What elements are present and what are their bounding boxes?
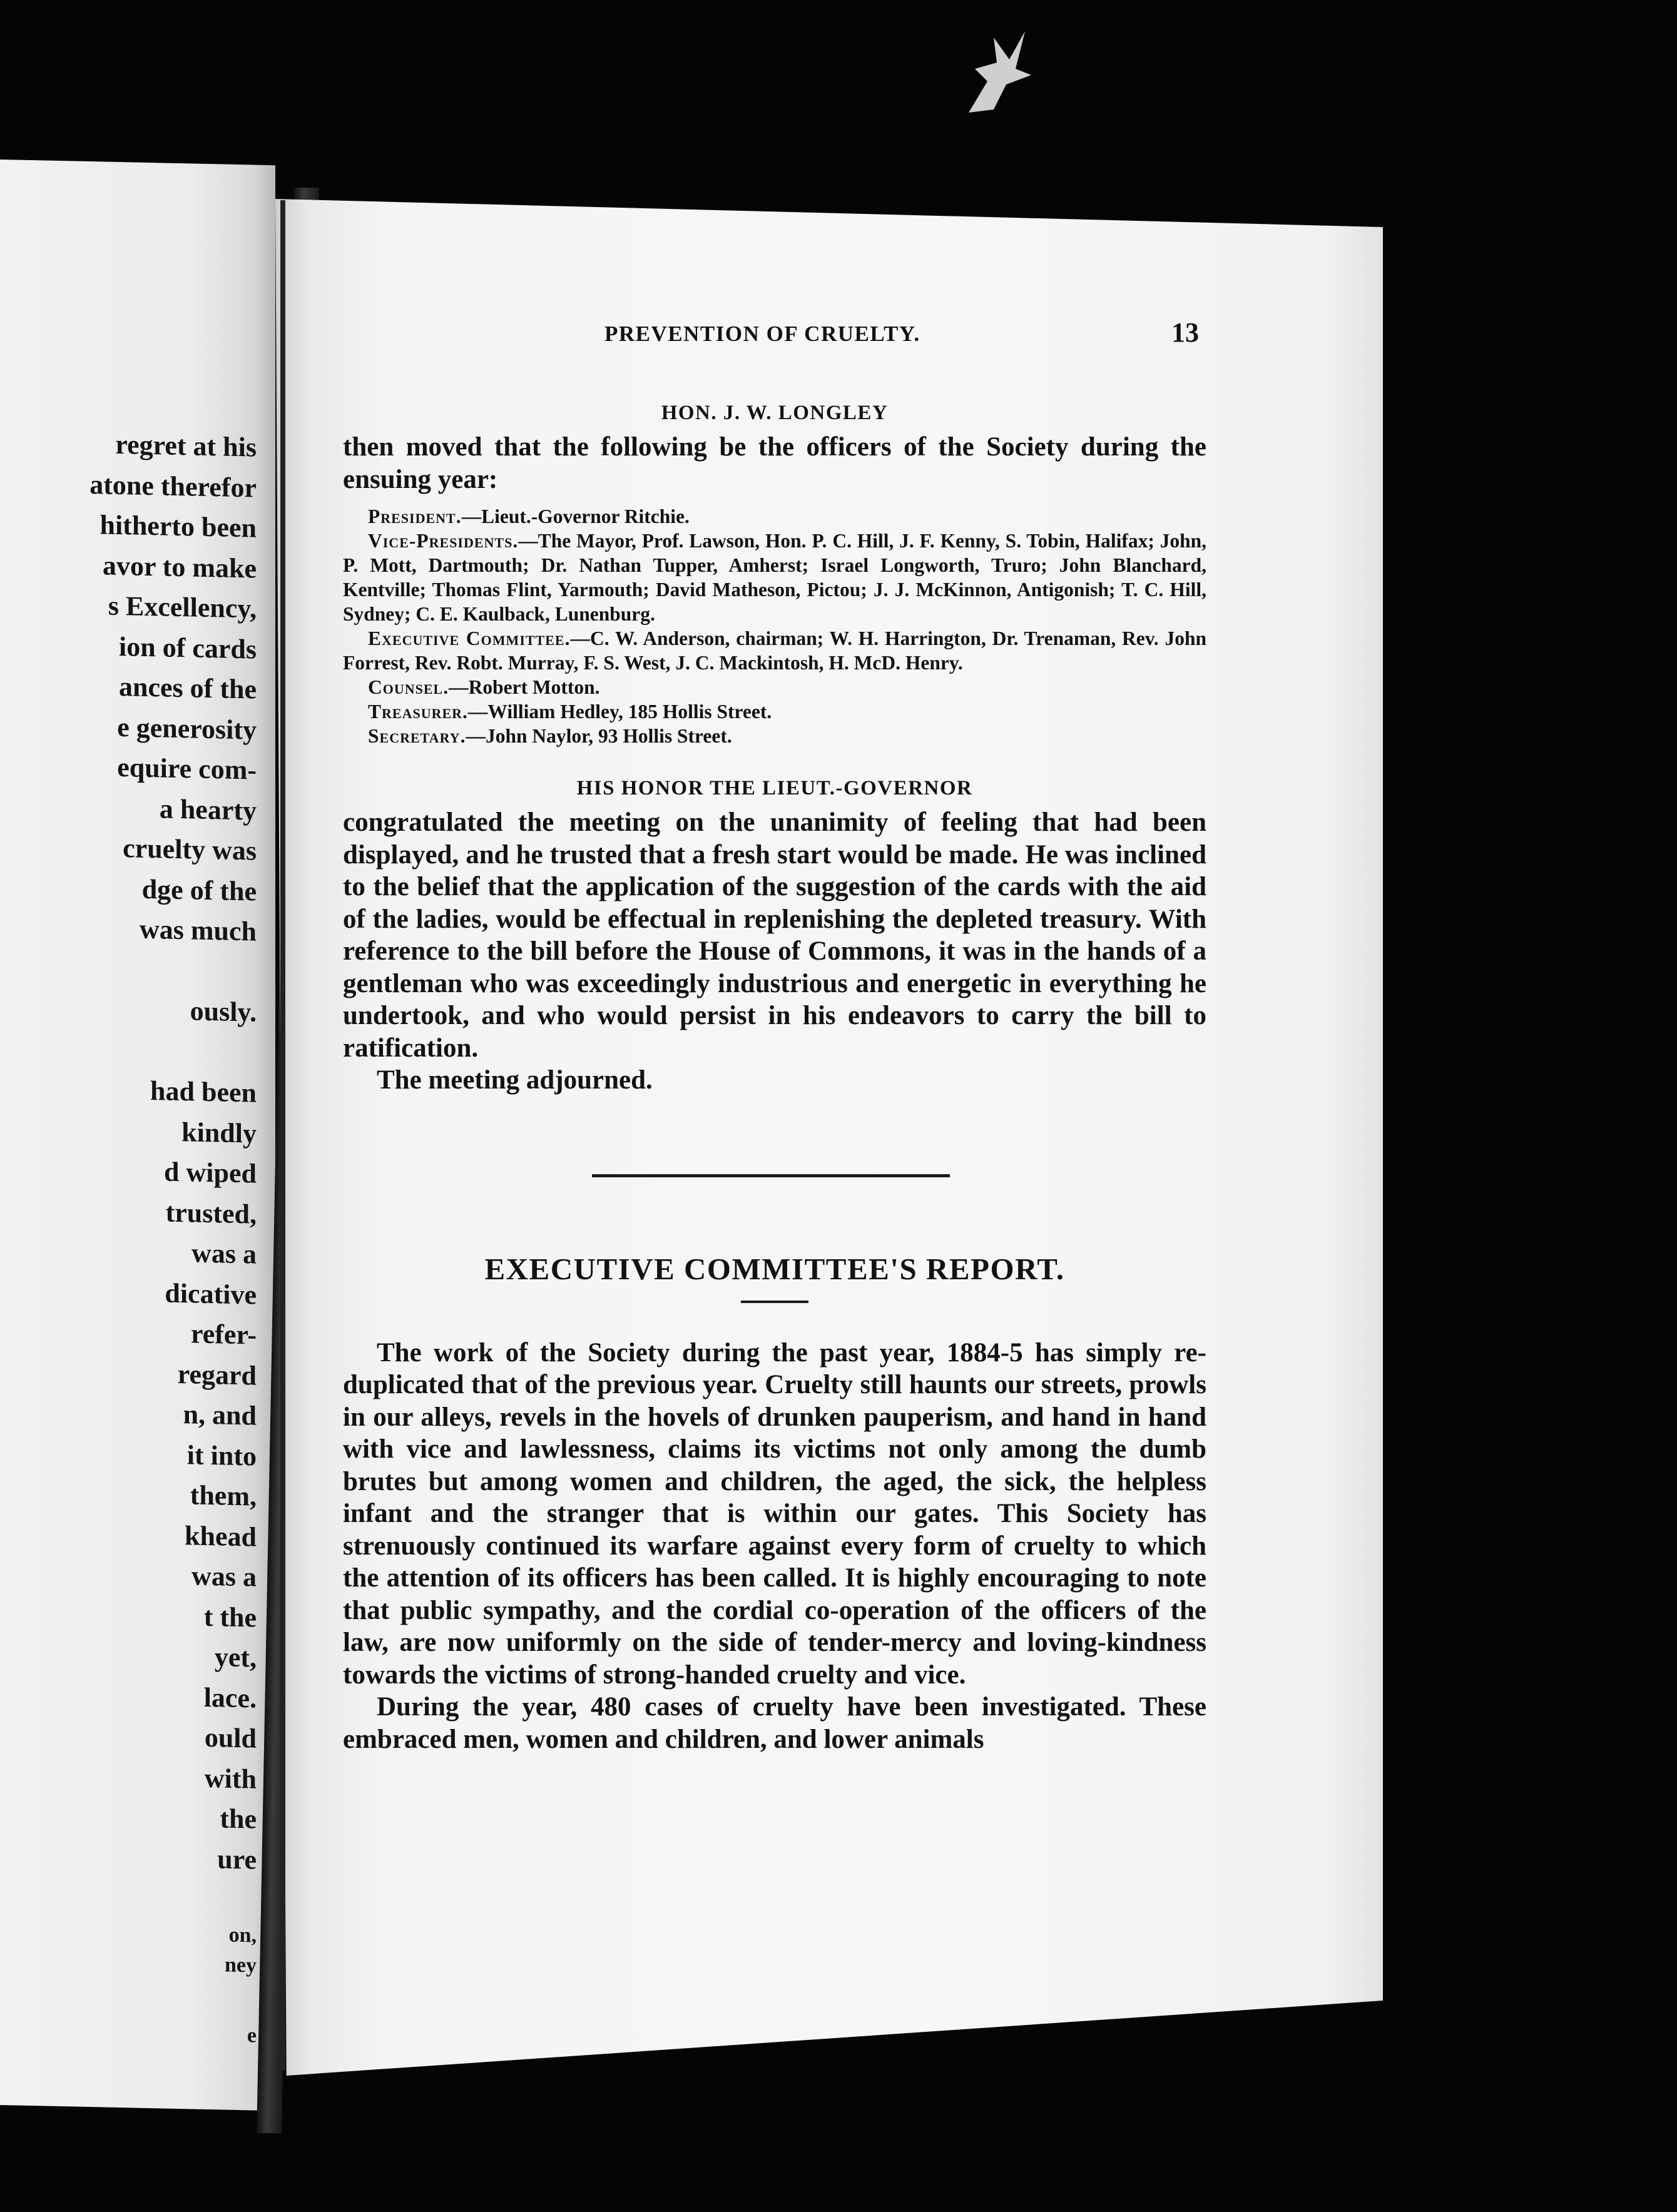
left-page-line: with bbox=[204, 1762, 257, 1795]
left-page-line bbox=[0, 1874, 257, 1920]
left-page-line: dicative bbox=[165, 1277, 257, 1311]
page-number: 13 bbox=[1171, 317, 1199, 348]
officer-names: —C. W. Anderson, chairman; W. H. Harrington, Dr. Trenaman, Rev. John Forrest, Rev. Robt. Murray, F. S. West, J. C. Mackintosh, H. McD. Henry. bbox=[343, 627, 1207, 674]
officer-role: Counsel. bbox=[368, 676, 449, 698]
officer-role: Secretary. bbox=[368, 725, 466, 747]
left-page-line: it into bbox=[186, 1439, 257, 1472]
left-page-line: hitherto been bbox=[99, 509, 257, 544]
left-page-line: on, bbox=[228, 1923, 257, 1947]
left-page-line: was a bbox=[191, 1237, 257, 1270]
officer-entry bbox=[343, 504, 1206, 529]
left-page-line: n, and bbox=[183, 1399, 257, 1431]
left-page-line: d wiped bbox=[164, 1156, 257, 1189]
left-page-line: them, bbox=[190, 1479, 257, 1512]
left-page-line: had been bbox=[150, 1075, 257, 1109]
left-page-line: the bbox=[220, 1803, 257, 1835]
left-page-line: dge of the bbox=[141, 873, 257, 907]
left-page-line bbox=[0, 1974, 257, 2021]
left-page-line: ion of cards bbox=[119, 631, 257, 665]
left-page-line: regard bbox=[177, 1358, 257, 1391]
left-page-line: cruelty was bbox=[123, 833, 257, 866]
running-title: PREVENTION OF CRUELTY. bbox=[604, 322, 920, 346]
left-page-line: e bbox=[247, 2024, 257, 2047]
left-page-line: t the bbox=[203, 1601, 257, 1633]
report-paragraph-2: During the year, 480 cases of cruelty have been investigated. These embraced men, women and children, and lower animals bbox=[343, 1692, 1206, 1754]
speaker-heading-lieut-governor: HIS HONOR THE LIEUT.-GOVERNOR bbox=[576, 777, 973, 799]
officer-entry bbox=[343, 675, 1206, 699]
officers-list bbox=[343, 504, 1206, 748]
left-page-line: yet, bbox=[214, 1641, 257, 1673]
officer-entry bbox=[343, 529, 1206, 626]
left-page-line: kindly bbox=[181, 1116, 257, 1149]
left-page-line: lace. bbox=[203, 1682, 257, 1714]
left-page-text bbox=[0, 421, 257, 2051]
report-title: EXECUTIVE COMMITTEE'S REPORT. bbox=[484, 1251, 1065, 1286]
officer-names: —William Hedley, 185 Hollis Street. bbox=[467, 701, 772, 723]
officer-role: Vice-Presidents. bbox=[368, 530, 519, 552]
officer-role: President. bbox=[368, 505, 462, 527]
left-facing-page bbox=[0, 160, 275, 2111]
officer-entry bbox=[343, 724, 1206, 748]
officer-entry bbox=[343, 699, 1206, 724]
left-page-line: atone therefor bbox=[89, 469, 257, 504]
scan-artifact bbox=[950, 25, 1037, 119]
left-page-line: equire com- bbox=[117, 751, 257, 786]
left-page-line: ney bbox=[225, 1953, 257, 1977]
left-page-line bbox=[0, 1026, 257, 1073]
page-content bbox=[343, 313, 1206, 1755]
left-page-line: ould bbox=[204, 1722, 257, 1754]
left-page-line: regret at his bbox=[115, 429, 257, 463]
left-page-line: refer- bbox=[191, 1318, 257, 1351]
left-page-line: trusted, bbox=[165, 1197, 257, 1230]
left-page-line: khead bbox=[185, 1519, 257, 1553]
left-page-line: was much bbox=[139, 913, 257, 947]
left-page-line bbox=[0, 945, 257, 992]
speaker-heading-longley: HON. J. W. LONGLEY bbox=[661, 402, 889, 424]
meeting-adjourned: The meeting adjourned. bbox=[377, 1065, 653, 1095]
officer-role: Treasurer. bbox=[368, 701, 468, 723]
page-edge bbox=[280, 200, 285, 2071]
officer-names: —The Mayor, Prof. Lawson, Hon. P. C. Hill, J. F. Kenny, S. Tobin, Halifax; John, P. Mott, Dartmouth; Dr. Nathan Tupper, Amherst; Israel Longworth, Truro; John Blanchard, Kentville; Thomas Flint, Yarmouth; David Matheson, Pictou; J. J. McKinnon, Antigonish; T. C. Hill, Sydney; C. E. Kaulback, Lunenburg. bbox=[343, 530, 1206, 625]
left-page-line: e generosity bbox=[117, 711, 257, 746]
left-page-line: a hearty bbox=[159, 793, 257, 826]
left-page-line: ously. bbox=[190, 995, 257, 1028]
left-page-line: avor to make bbox=[102, 549, 257, 584]
section-divider bbox=[592, 1174, 950, 1177]
left-page-line: ances of the bbox=[119, 671, 257, 705]
lieut-governor-speech: congratulated the meeting on the unanimity of feeling that had been displayed, and he trusted that a fresh start would be made. He was inclined to the belief that the application of the suggestion of the cards with the aid of the ladies, would be effectual in replenishing the depleted treasury. With reference to the bill before the House of Commons, it was in the hands of a gentleman who was exceedingly industrious and energetic in everything he undertook, and who would persist in his endeavors to carry the bill to ratification. bbox=[343, 808, 1206, 1063]
left-page-line: ure bbox=[217, 1843, 257, 1875]
longley-motion-text: then moved that the following be the officers of the Society during the ensuing year: bbox=[343, 432, 1206, 494]
title-underline bbox=[741, 1301, 808, 1303]
report-paragraph-1: The work of the Society during the past year, 1884-5 has simply re-duplicated that of the previous year. Cruelty still haunts our streets, prowls in our alleys, revels in the hovels of drunken pauperism, and hand in hand with vice and lawlessness, claims its victims not only among the dumb brutes but among women and children, the aged, the sick, the helpless infant and the stranger that is within our gates. This Society has strenuously continued its warfare against every form of cruelty to which the attention of its officers has been called. It is highly encouraging to note that public sympathy, and the cordial co-operation of the officers of the law, are now uniformly on the side of tender-mercy and loving-kindness towards the victims of strong-handed cruelty and vice. bbox=[343, 1337, 1206, 1690]
officer-entry bbox=[343, 626, 1206, 675]
officer-names: —John Naylor, 93 Hollis Street. bbox=[466, 725, 732, 747]
running-head bbox=[343, 313, 1206, 369]
officer-names: —Lieut.-Governor Ritchie. bbox=[461, 505, 690, 527]
officer-role: Executive Committee. bbox=[368, 627, 571, 649]
left-page-line: s Excellency, bbox=[108, 590, 257, 624]
left-page-line: was a bbox=[191, 1560, 257, 1593]
officer-names: —Robert Motton. bbox=[449, 676, 600, 698]
